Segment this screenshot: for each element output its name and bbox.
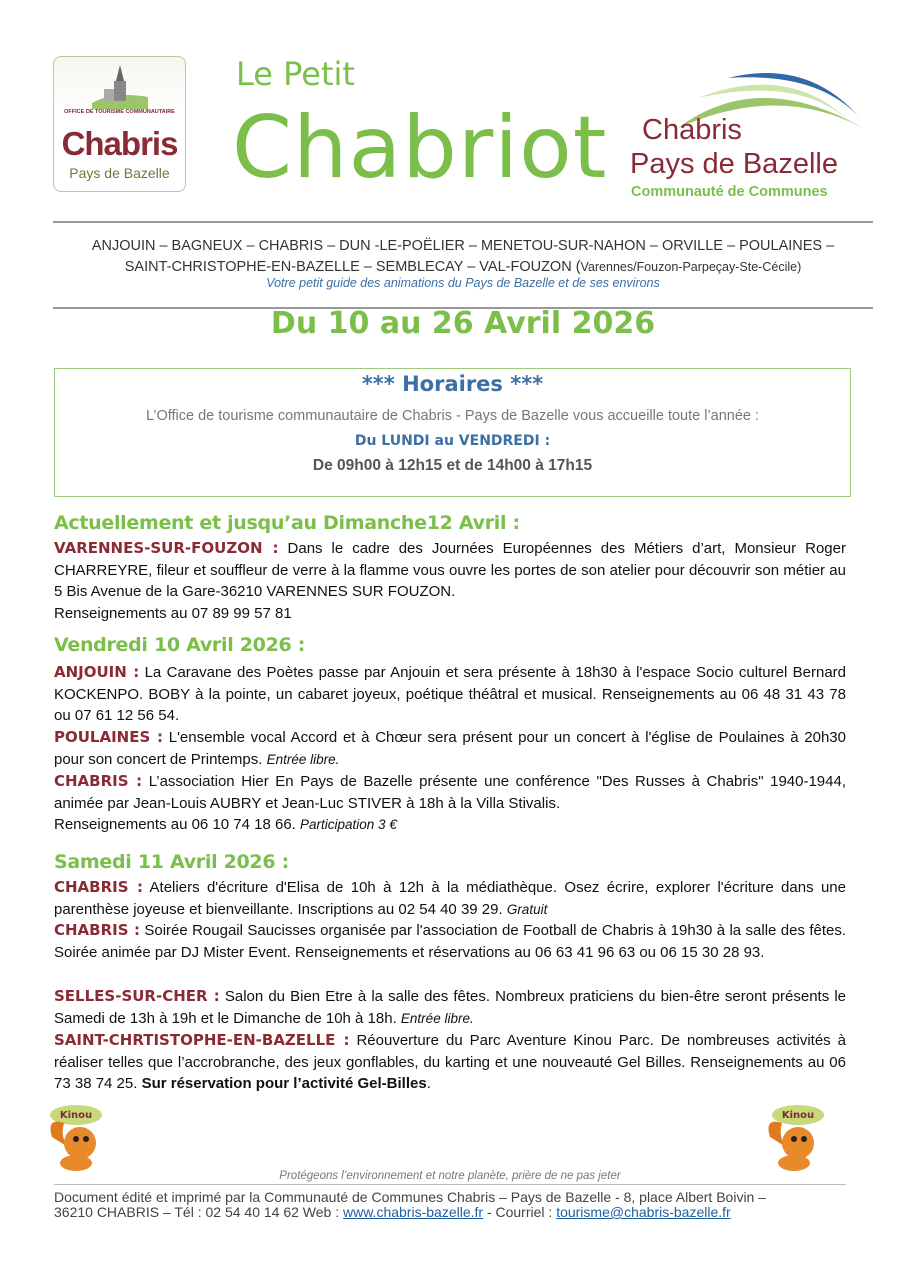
event-place: CHABRIS : bbox=[54, 878, 143, 896]
kinou-mascot-right bbox=[758, 1097, 832, 1175]
logo-right-chabris: Chabris bbox=[642, 114, 742, 146]
event-place: VARENNES-SUR-FOUZON : bbox=[54, 539, 279, 557]
office-tourisme-logo bbox=[53, 56, 186, 192]
communaute-logo bbox=[628, 58, 863, 203]
tagline: Votre petit guide des animations du Pays de Bazelle et de ses environs bbox=[266, 276, 660, 290]
date-range-title: Du 10 au 26 Avril 2026 bbox=[270, 306, 656, 341]
footer-divider bbox=[54, 1184, 846, 1185]
event-place: SAINT-CHRTISTOPHE-EN-BAZELLE : bbox=[54, 1031, 350, 1049]
website-link[interactable]: www.chabris-bazelle.fr bbox=[343, 1204, 484, 1220]
communes-line-2: SAINT-CHRISTOPHE-EN-BAZELLE – SEMBLECAY – VAL-FOUZON (Varennes/Fouzon-Parpeçay-Ste-Cécile) bbox=[124, 259, 802, 275]
svg-text:Kinou: Kinou bbox=[781, 1110, 815, 1121]
section-title: Vendredi 10 Avril 2026 : bbox=[54, 634, 306, 656]
event-entry: CHABRIS : Soirée Rougail Saucisses organisée par l'association de Football de Chabris à 19h30 à la salle des fêtes. Soirée animée par DJ Mister Event. Renseignements et réservations au 06 63 41 96 63 ou 06 15 30 28 93. bbox=[54, 921, 847, 961]
email-link[interactable]: tourisme@chabris-bazelle.fr bbox=[556, 1204, 731, 1220]
communes-line-1: ANJOUIN – BAGNEUX – CHABRIS – DUN -LE-POËLIER – MENETOU-SUR-NAHON – ORVILLE – POULAINES – bbox=[91, 238, 835, 254]
footer-line-1: Document édité et imprimé par la Communauté de Communes Chabris – Pays de Bazelle - 8, place Albert Boivin – bbox=[54, 1189, 767, 1205]
section-title: Samedi 11 Avril 2026 : bbox=[54, 851, 289, 873]
horaires-times: De 09h00 à 12h15 et de 14h00 à 17h15 bbox=[312, 457, 593, 474]
title-le-petit: Le Petit bbox=[236, 55, 355, 93]
event-place: ANJOUIN : bbox=[54, 663, 140, 681]
logo-right-communaute: Communauté de Communes bbox=[631, 184, 828, 200]
svg-text:Kinou: Kinou bbox=[59, 1110, 93, 1121]
squirrel-icon bbox=[758, 1097, 832, 1175]
church-icon bbox=[92, 63, 148, 109]
horaires-intro: L’Office de tourisme communautaire de Chabris - Pays de Bazelle vous accueille toute l’année : bbox=[145, 408, 760, 424]
event-entry: SELLES-SUR-CHER : Salon du Bien Etre à la salle des fêtes. Nombreux praticiens du bien-être seront présents le Samedi de 13h à 19h et le Dimanche de 10h à 18h. Entrée libre. bbox=[54, 987, 847, 1027]
event-entry: CHABRIS : L’association Hier En Pays de Bazelle présente une conférence "Des Russes à Chabris" 1940-1944, animée par Jean-Louis AUBRY et Jean-Luc STIVER à 18h à la Villa Stivalis. Renseignements au 06 10 74 18 66. Participation 3 € bbox=[54, 772, 847, 833]
event-entry: SAINT-CHRTISTOPHE-EN-BAZELLE : Réouverture du Parc Aventure Kinou Parc. De nombreuses activités à réaliser telles que l’accrobranche, des jeux gonflables, du karting et une nouveauté Gel Billes. Renseignements au 06 73 38 74 25. Sur réservation pour l’activité Gel-Billes. bbox=[54, 1031, 846, 1092]
section-title: Actuellement et jusqu’au Dimanche12 Avril : bbox=[54, 512, 520, 534]
event-place: CHABRIS : bbox=[54, 921, 140, 939]
kinou-mascot-left bbox=[40, 1097, 114, 1175]
event-place: CHABRIS : bbox=[54, 772, 143, 790]
footer-line-2: 36210 CHABRIS – Tél : 02 54 40 14 62 Web : www.chabris-bazelle.fr - Courriel : tourisme@chabris-bazelle.fr bbox=[54, 1204, 731, 1220]
event-place: SELLES-SUR-CHER : bbox=[54, 987, 220, 1005]
environment-note: Protégeons l’environnement et notre planète, prière de ne pas jeter bbox=[279, 1170, 621, 1182]
event-entry: POULAINES : L'ensemble vocal Accord et à Chœur sera présent pour un concert à l'église de Poulaines à 20h30 pour son concert de Printemps. Entrée libre. bbox=[54, 728, 846, 768]
logo-pays-label: Pays de Bazelle bbox=[69, 165, 170, 181]
logo-chabris-label: Chabris bbox=[61, 125, 178, 162]
horaires-title: *** Horaires *** bbox=[361, 372, 544, 396]
logo-right-pays: Pays de Bazelle bbox=[630, 148, 838, 180]
event-place: POULAINES : bbox=[54, 728, 164, 746]
communes-list bbox=[53, 236, 873, 278]
event-entry: VARENNES-SUR-FOUZON : Dans le cadre des Journées Européennes des Métiers d’art, Monsieur Roger CHARREYRE, fileur et souffleur de verre à la flamme vous ouvre les portes de son atelier pour découvrir son métier au 5 Bis Avenue de la Gare-36210 VARENNES SUR FOUZON. Renseignements au 07 89 99 57 81 bbox=[54, 539, 846, 622]
header-divider bbox=[53, 221, 873, 223]
event-entry: CHABRIS : Ateliers d'écriture d'Elisa de 10h à 12h à la médiathèque. Osez écrire, explorer l'écriture dans une parenthèse joyeuse et bienveillante. Inscriptions au 02 54 40 39 29. Gratuit bbox=[54, 878, 846, 918]
logo-office-label: OFFICE DE TOURISME COMMUNAUTAIRE bbox=[64, 109, 175, 115]
event-entry: ANJOUIN : La Caravane des Poètes passe par Anjouin et sera présente à 18h30 à l'espace Socio culturel Bernard KOCKENPO. BOBY à la pointe, un cabaret joyeux, poétique théâtral et musical. Renseignements au 06 48 31 43 78 ou 07 61 12 56 54. bbox=[54, 663, 847, 724]
title-chabriot: Chabriot bbox=[232, 98, 608, 198]
horaires-days: Du LUNDI au VENDREDI : bbox=[354, 433, 551, 449]
squirrel-icon bbox=[40, 1097, 114, 1175]
